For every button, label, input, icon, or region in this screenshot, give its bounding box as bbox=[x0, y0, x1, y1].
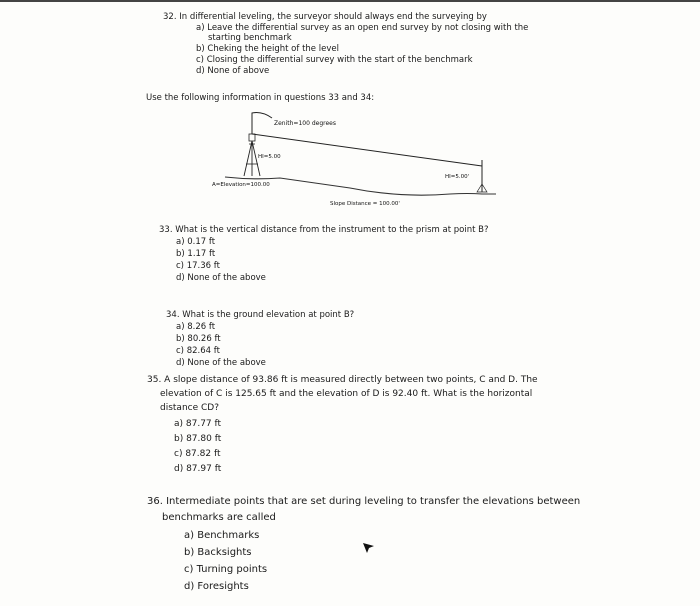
q34-option-d: d) None of the above bbox=[176, 358, 266, 368]
zenith-arc bbox=[252, 113, 272, 134]
q32-option-a: a) Leave the differential survey as an open end survey by not closing with the bbox=[196, 23, 529, 33]
q36-question-line2: benchmarks are called bbox=[162, 512, 276, 523]
q35-option-d: d) 87.97 ft bbox=[174, 464, 222, 474]
q32-option-c: c) Closing the differential survey with the start of the benchmark bbox=[196, 55, 473, 65]
q34-option-b: b) 80.26 ft bbox=[176, 334, 221, 344]
level-instrument-icon bbox=[249, 134, 255, 141]
q36-option-c: c) Turning points bbox=[184, 564, 268, 575]
q35-option-a: a) 87.77 ft bbox=[174, 419, 222, 429]
q34-option-a: a) 8.26 ft bbox=[176, 322, 216, 332]
leveling-diagram bbox=[200, 108, 500, 210]
q33-option-d: d) None of the above bbox=[176, 273, 266, 283]
q35-question-line1: 35. A slope distance of 93.86 ft is measured directly between two points, C and D. The bbox=[147, 375, 538, 385]
q35-question-line2: elevation of C is 125.65 ft and the elevation of D is 92.40 ft. What is the horizontal bbox=[160, 389, 533, 399]
zenith-label: Zenith=100 degrees bbox=[274, 120, 336, 127]
q32-option-b: b) Cheking the height of the level bbox=[196, 44, 339, 54]
q36-option-b: b) Backsights bbox=[184, 547, 252, 558]
q33-option-a: a) 0.17 ft bbox=[176, 237, 216, 247]
hi-right-label: HI=5.00' bbox=[445, 174, 470, 180]
tripod-leg bbox=[244, 141, 252, 176]
q33-option-b: b) 1.17 ft bbox=[176, 249, 216, 259]
slope-distance-label: Slope Distance = 100.00' bbox=[330, 201, 400, 207]
q32-option-d: d) None of above bbox=[196, 66, 270, 76]
q35-option-c: c) 87.82 ft bbox=[174, 449, 221, 459]
q36-option-d: d) Foresights bbox=[184, 581, 249, 592]
q35-option-b: b) 87.80 ft bbox=[174, 434, 222, 444]
elevation-a-label: A=Elevation=100.00 bbox=[212, 182, 270, 188]
mouse-cursor-icon bbox=[362, 541, 376, 555]
sight-line bbox=[252, 134, 482, 166]
page-top-border bbox=[0, 0, 700, 2]
q33-question: 33. What is the vertical distance from the instrument to the prism at point B? bbox=[159, 225, 489, 235]
q36-option-a: a) Benchmarks bbox=[184, 530, 260, 541]
q36-question-line1: 36. Intermediate points that are set during leveling to transfer the elevations between bbox=[147, 496, 581, 507]
q33-option-c: c) 17.36 ft bbox=[176, 261, 220, 271]
q35-question-line3: distance CD? bbox=[160, 403, 219, 413]
q34-option-c: c) 82.64 ft bbox=[176, 346, 220, 356]
hi-left-label: HI=5.00 bbox=[258, 154, 281, 160]
q32-question: 32. In differential leveling, the surveyor should always end the surveying by bbox=[163, 12, 487, 22]
q34-question: 34. What is the ground elevation at point B? bbox=[166, 310, 355, 320]
q32-option-a-cont: starting benchmark bbox=[208, 33, 292, 43]
intro-text: Use the following information in questions 33 and 34: bbox=[146, 93, 375, 103]
